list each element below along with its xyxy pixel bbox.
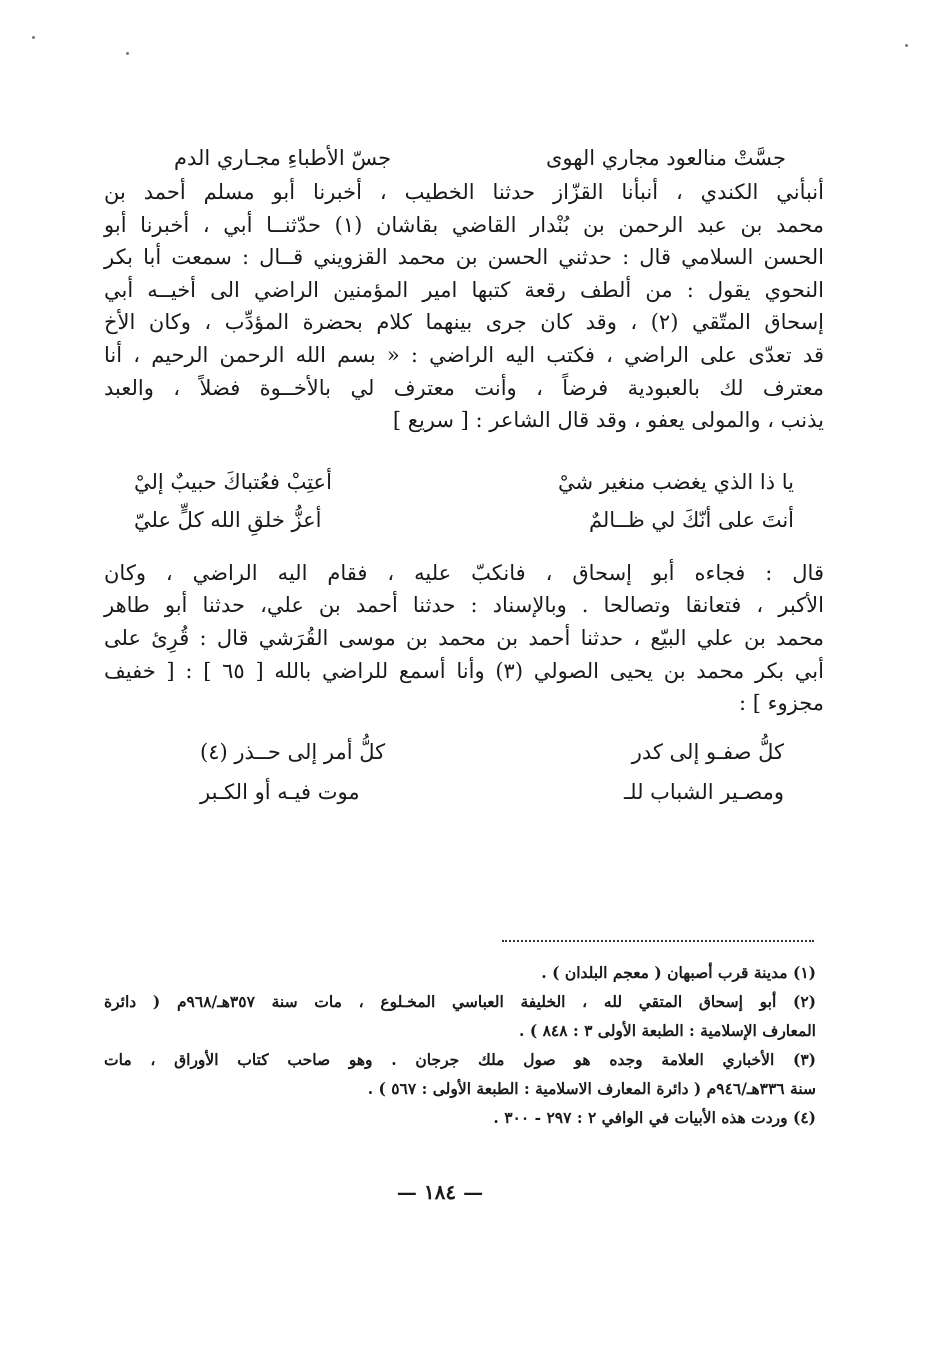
text-line: قال : فجاءه أبو إسحاق ، فانكبّ عليه ، فقام اليه الراضي ، وكان: [104, 560, 824, 585]
verse-hemistich-left: موت فيـه أو الكـبر: [200, 779, 360, 804]
text-line: أنبأني الكندي ، أنبأنا القزّاز حدثنا الخطيب ، أخبرنا أبو مسلم أحمد بن: [104, 180, 824, 204]
page-number: — ١٨٤ —: [396, 1180, 484, 1204]
text-line: محمد بن عبد الرحمن بن بُنْدار القاضي بقاشان (١) حدّثنــا أبي ، أخبرنا أبو: [104, 212, 824, 237]
scan-speck: [126, 52, 129, 55]
footnote: (٢) أبو إسحاق المتقي لله ، الخليفة العباسي المخـلوع ، مات سنة ٣٥٧هـ/٩٦٨م ( دائرة: [104, 992, 816, 1011]
poem-sari: [104, 463, 824, 539]
text-line: محمد بن علي البيّع ، حدثنا أحمد بن محمد بن موسى القُرَشي قال : قُرِئ على: [104, 625, 824, 650]
footnotes: [104, 958, 816, 1132]
verse-hemistich-right: ومصـير الشباب للـ: [623, 779, 784, 804]
poem-verse: [104, 501, 824, 539]
verse-hemistich-right: جسَّتْ منالعود مجاري الهوى: [545, 146, 786, 170]
footnote: سنة ٣٣٦هـ/٩٤٦م ( دائرة المعارف الاسلامية : الطبعة الأولى : ٥٦٧ ) .: [367, 1079, 816, 1098]
text-line: قد تعدّى على الراضي ، فكتب اليه الراضي : « بسم الله الرحمن الرحيم ، أنا: [104, 342, 824, 367]
page-body: [104, 140, 824, 812]
verse-hemistich-right: يا ذا الذي يغضب منغير شيْ: [557, 469, 794, 494]
verse-hemistich-right: كلُّ صفـو إلى كدر: [631, 739, 784, 764]
verse-hemistich-left: أعزُّ خلقِ الله كلٍّ عليّ: [134, 507, 322, 532]
verse-hemistich-right: أنتَ على أنّكَ لي ظــالمٌ: [588, 507, 794, 532]
text-line: يذنب ، والمولى يعفو ، وقد قال الشاعر : [ سريع ]: [392, 408, 824, 433]
footnote: المعارف الإسلامية : الطبعة الأولى ٣ : ٨٤٨ ) .: [519, 1021, 816, 1040]
text-line: معترف لك بالعبودية فرضاً ، وأنت معترف لي بالأخــوة فضلاً ، والعبد: [104, 375, 824, 400]
text-line: أبي بكر محمد بن يحيى الصولي (٣) وأنا أسمع للراضي بالله [ ٦٥ ] : [ خفيف: [104, 658, 824, 683]
text-line: النحوي يقول : من ألطف رقعة كتبها امير المؤمنين الراضي الى أخيــه أبي: [104, 277, 824, 302]
text-line: الأكبر ، فتعانقا وتصالحا . وبالإسناد : حدثنا أحمد بن علي، حدثنا أبو طاهر: [104, 593, 824, 618]
verse-hemistich-left: جسّ الأطباءِ مجـاري الدم: [174, 146, 392, 170]
footnote: (٤) وردت هذه الأبيات في الوافي ٢ : ٢٩٧ - ٣٠٠ .: [493, 1108, 816, 1127]
footnote-separator: [502, 940, 814, 942]
text-line: مجزوء ] :: [738, 691, 824, 716]
verse-hemistich-left: أعتِبْ فعُتباكَ حبيبٌ إليْ: [134, 469, 332, 494]
scan-speck: [32, 36, 35, 39]
poem-verse: [104, 772, 824, 812]
footnote: (١) مدينة قرب أصبهان ( معجم البلدان ) .: [541, 963, 816, 982]
paragraph-second: [104, 557, 824, 720]
paragraph-narration: [104, 176, 824, 437]
scan-speck: [905, 44, 908, 47]
text-line: الحسن السلامي قال : حدثني الحسن بن محمد القزويني قــال : سمعت أبا بكر: [104, 245, 824, 270]
text-line: إسحاق المتّقي (٢) ، وقد كان جرى بينهما كلام بحضرة المؤدِّب ، وكان الأخ: [104, 310, 825, 335]
poem-verse: [104, 463, 824, 501]
poem-khafif: [104, 732, 824, 812]
verse-hemistich-left: كلُّ أمر إلى حــذر (٤): [200, 739, 386, 764]
footnote: (٣) الأخباري العلامة وجده هو صول ملك جرجان . وهو صاحب كتاب الأوراق ، مات: [104, 1050, 816, 1069]
poem-verse: [104, 732, 824, 772]
opening-verse: [104, 140, 824, 176]
